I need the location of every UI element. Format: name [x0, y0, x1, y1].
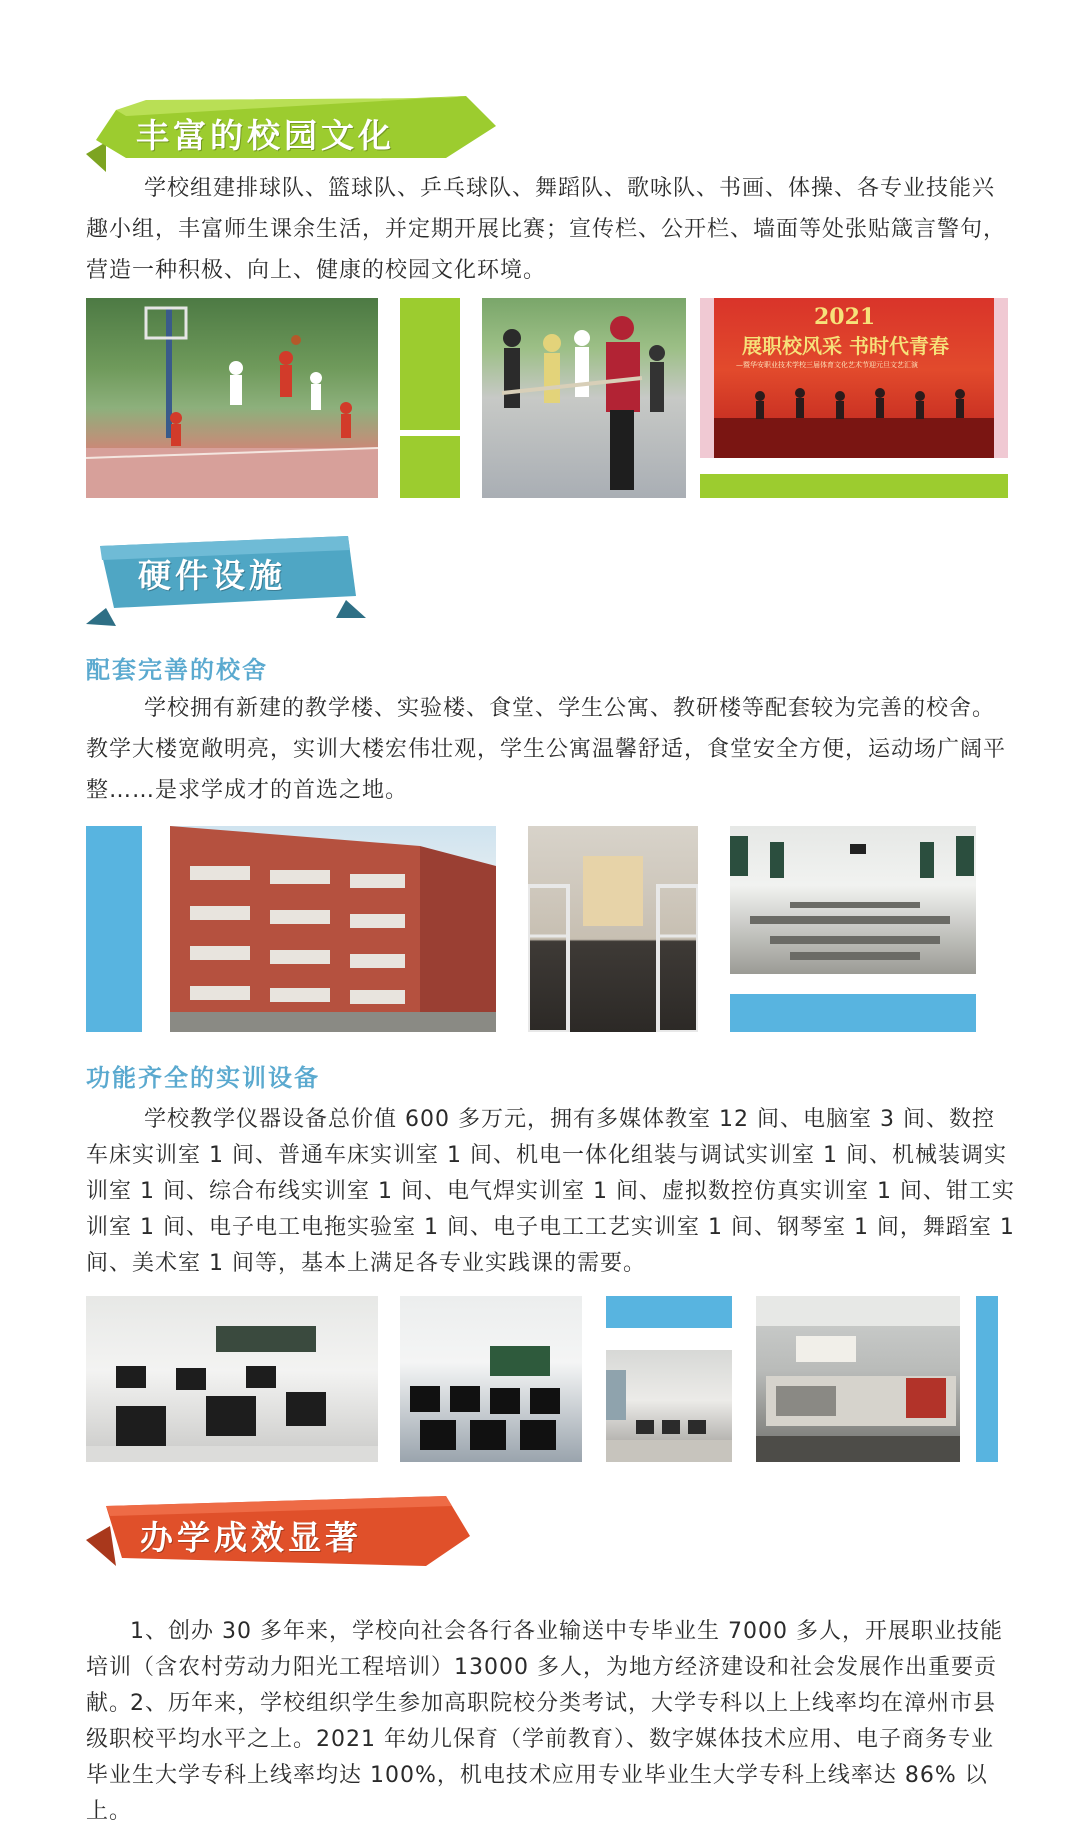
dormitory-photo [528, 826, 698, 1032]
lathe-workshop-photo [756, 1296, 960, 1462]
equipment-body: 学校教学仪器设备总价值 600 多万元，拥有多媒体教室 12 间、电脑室 3 间、数控车床实训室 1 间、普通车床实训室 1 间、机电一体化组装与调试实训室 1 间、机械装调实训室 1 间、综合布线实训室 1 间、电气焊实训室 1 间、虚拟数控仿真实训室 1 间、钳工实训室 1 间、电子电工电拖实验室 1 间、电子电工工艺实训室 1 间、钢琴室 1 间，舞蹈室 1 间、美术室 1 间等，基本上满足各专业实践课的需要。 [86, 1107, 1015, 1276]
stage-banner-slogan: 展职校风采 书时代青春 [742, 334, 949, 358]
culture-green-bar [700, 474, 1008, 498]
canteen-photo [730, 826, 976, 974]
stage-performance-photo [700, 298, 1008, 458]
equipment-subtitle: 功能齐全的实训设备 [86, 1064, 320, 1092]
computer-lab-photo-2 [400, 1296, 582, 1462]
campus-blue-bar-left [86, 826, 142, 1032]
teaching-building-photo [170, 826, 496, 1032]
campus-subtitle: 配套完善的校舍 [86, 656, 268, 684]
campus-blue-bar-right [730, 994, 976, 1032]
culture-ribbon-title: 丰富的校园文化 [136, 116, 395, 155]
basketball-photo [86, 298, 378, 498]
facilities-ribbon-title: 硬件设施 [138, 556, 286, 595]
achievement-item-2: 2、历年来，学校组织学生参加高职院校分类考试，大学专科以上上线率均在漳州市县级职校平均水平之上。2021 年幼儿保育（学前教育）、数字媒体技术应用、电子商务专业毕业生大学专科上线率均达 100%，机电技术应用专业毕业生大学专科上线率达 86% 以上。 [86, 1691, 996, 1824]
lab-room-photo [606, 1350, 732, 1462]
achievements-ribbon-title: 办学成效显著 [140, 1518, 362, 1557]
culture-body: 学校组建排球队、篮球队、乒乓球队、舞蹈队、歌咏队、书画、体操、各专业技能兴趣小组，丰富师生课余生活，并定期开展比赛；宣传栏、公开栏、墙面等处张贴箴言警句，营造一种积极、向上、健康的校园文化环境。 [86, 176, 1007, 283]
stage-banner-subtitle: —暨华安职业技术学校三届体育文化艺术节迎元旦文艺汇演 [736, 361, 918, 369]
stage-banner-year: 2021 [814, 304, 876, 330]
computer-lab-photo-1 [86, 1296, 378, 1462]
equipment-blue-bar-middle [606, 1296, 732, 1328]
facilities-ribbon [86, 536, 366, 626]
tug-of-war-photo [482, 298, 686, 498]
culture-ribbon [86, 96, 496, 172]
culture-green-block-2 [400, 436, 460, 498]
achievement-item-1: 1、创办 30 多年来，学校向社会各行各业输送中专毕业生 7000 多人，开展职业技能培训（含农村劳动力阳光工程培训）13000 多人，为地方经济建设和社会发展作出重要贡献。 [86, 1619, 1003, 1716]
achievements-ribbon [86, 1496, 470, 1576]
equipment-blue-bar-right [976, 1296, 998, 1462]
culture-green-block-1 [400, 298, 460, 430]
campus-body: 学校拥有新建的教学楼、实验楼、食堂、学生公寓、教研楼等配套较为完善的校舍。教学大楼宽敞明亮，实训大楼宏伟壮观，学生公寓温馨舒适，食堂安全方便，运动场广阔平整……是求学成才的首选之地。 [86, 696, 1007, 803]
